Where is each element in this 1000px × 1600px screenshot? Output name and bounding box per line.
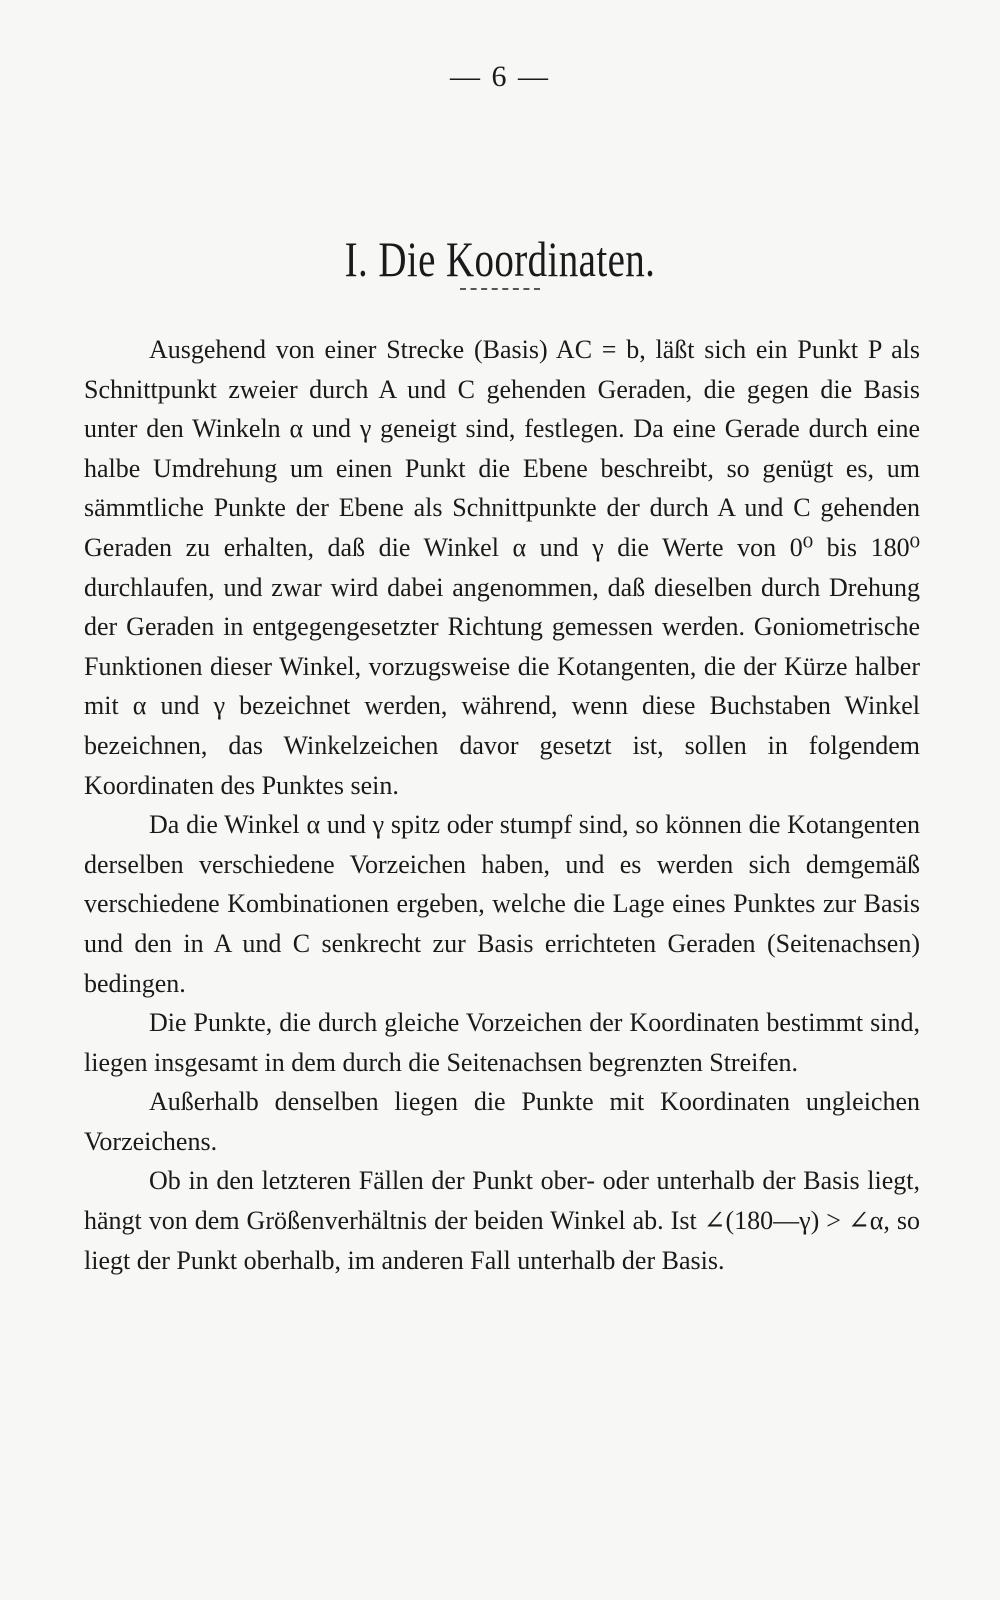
paragraph-1: Ausgehend von einer Strecke (Basis) AC = b, läßt sich ein Punkt P als Schnittpunkt zweier durch A und C gehenden Geraden, die gegen die Basis unter den Winkeln α und γ geneigt sind, festlegen. Da eine Gerade durch eine halbe Umdrehung um einen Punkt die Ebene beschreibt, so genügt es, um sämmtliche Punkte der Ebene als Schnittpunkte der durch A und C gehenden Geraden zu erhalten, daß die Winkel α und γ die Werte von 0⁰ bis 180⁰ durchlaufen, und zwar wird dabei angenommen, daß dieselben durch Drehung der Geraden in entgegengesetzter Richtung gemessen werden. Goniometrische Funktionen dieser Winkel, vorzugsweise die Kotangenten, die der Kürze halber mit α und γ bezeichnet werden, während, wenn diese Buchstaben Winkel bezeichnen, das Winkelzeichen davor gesetzt ist, sollen in folgendem Koordinaten des Punktes sein. xyxy=(84,335,920,800)
page-number: — 6 — xyxy=(450,60,550,93)
chapter-title: I. Die Koordinaten. xyxy=(344,230,656,287)
paragraph-2: Da die Winkel α und γ spitz oder stumpf sind, so können die Kotangenten derselben verschiedene Vorzeichen haben, und es werden sich demgemäß verschiedene Kombinationen ergeben, welche die Lage eines Punktes zur Basis und den in A und C senkrecht zur Basis errichteten Geraden (Seitenachsen) bedingen. xyxy=(84,810,920,998)
paragraph-5: Ob in den letzteren Fällen der Punkt ober- oder unterhalb der Basis liegt, hängt von dem Größenverhältnis der beiden Winkel ab. Ist ∠(180—γ) > ∠α, so liegt der Punkt oberhalb, im anderen Fall unterhalb der Basis. xyxy=(84,1166,920,1275)
title-ornament xyxy=(460,288,540,294)
paragraph-4: Außerhalb denselben liegen die Punkte mit Koordinaten ungleichen Vorzeichens. xyxy=(84,1087,920,1156)
paragraph-3: Die Punkte, die durch gleiche Vorzeichen der Koordinaten bestimmt sind, liegen insgesamt in dem durch die Seitenachsen begrenzten Streifen. xyxy=(84,1008,920,1077)
body-text xyxy=(84,330,920,1280)
